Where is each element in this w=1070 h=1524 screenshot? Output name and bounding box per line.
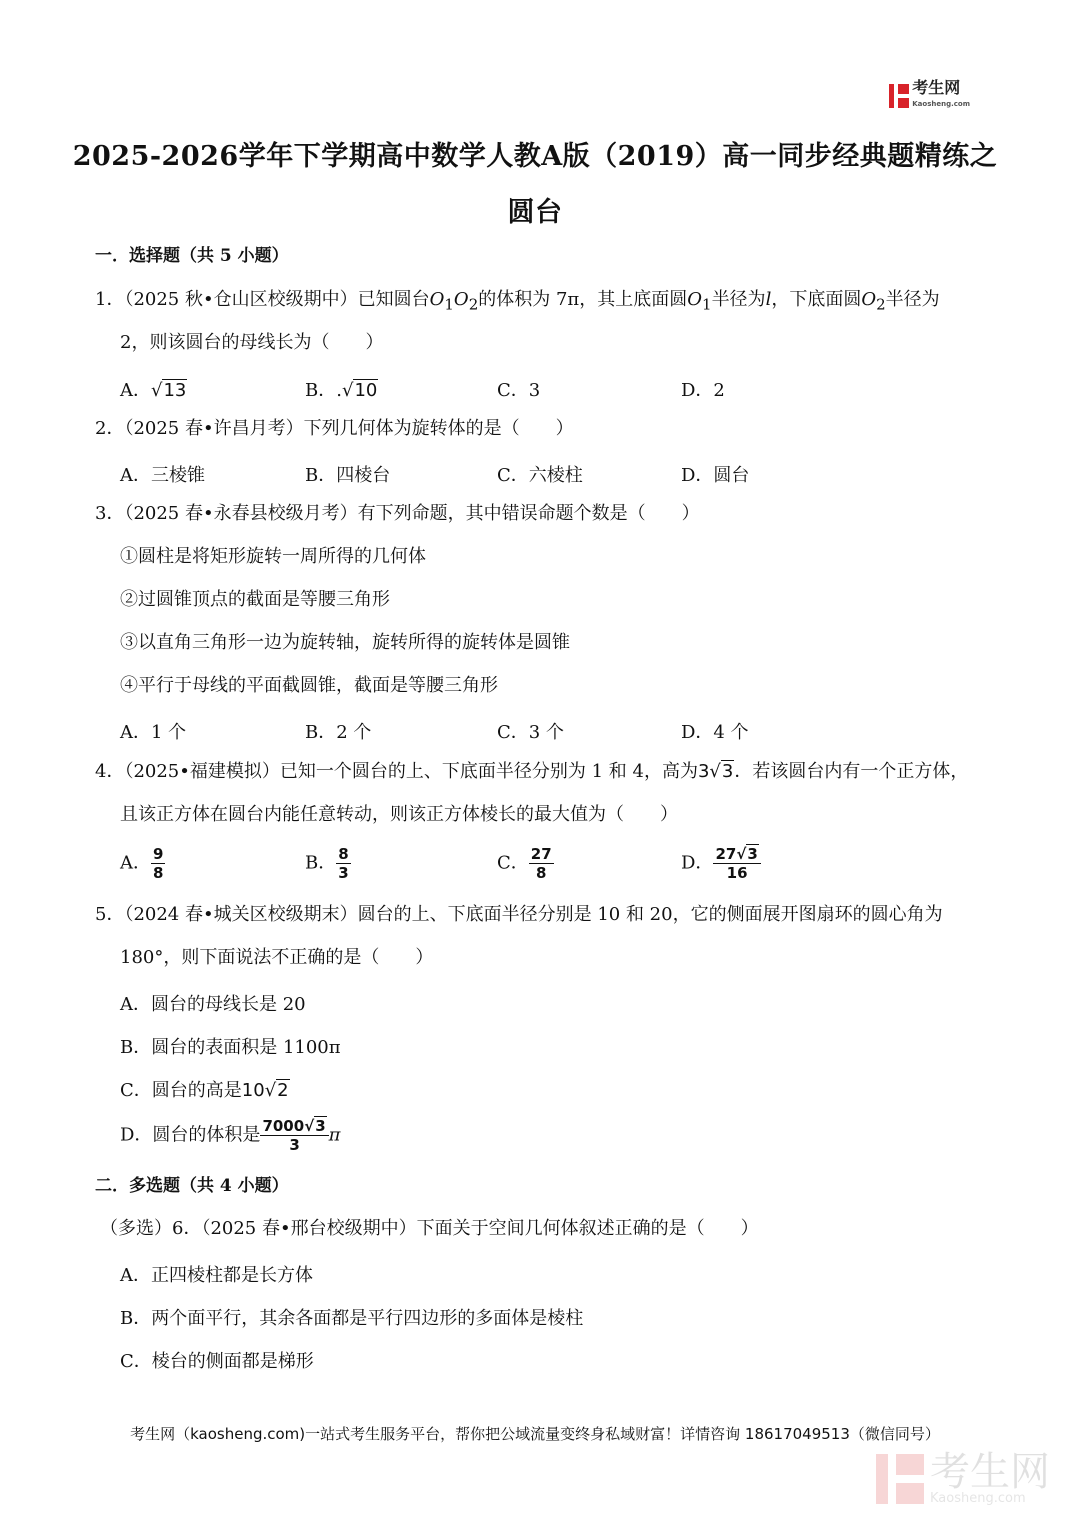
question-6-line1: （多选）6．（2025 春•邢台校级期中）下面关于空间几何体叙述正确的是（ ） (100, 1218, 759, 1239)
q1-option-d[interactable]: D．2 (681, 380, 725, 401)
q1-b-radicand: 10 (354, 380, 378, 401)
q4-d-num-coef: 27 (715, 845, 737, 863)
q5-d-fraction (260, 1117, 328, 1154)
q4-a-num: 9 (153, 845, 164, 863)
q3-statement-3: ③以直角三角形一边为旋转轴，旋转所得的旋转体是圆锥 (120, 632, 570, 653)
q3-option-b[interactable]: B．2 个 (305, 722, 372, 743)
q3-statement-2: ②过圆锥顶点的截面是等腰三角形 (120, 589, 390, 610)
q5-d-num-radicand: 3 (315, 1117, 326, 1135)
q4-b-fraction (336, 845, 350, 882)
logo-text: 考生网 (912, 78, 961, 97)
q4-b-den: 3 (338, 864, 349, 882)
q1-option-c[interactable]: C．3 (497, 380, 541, 401)
question-1-line1 (95, 289, 940, 316)
q4-text-a: 4．（2025•福建模拟）已知一个圆台的上、下底面半径分别为 1 和 4，高为 (95, 761, 698, 782)
q1-l: l (765, 289, 772, 310)
q4-a-label: A． (120, 852, 151, 874)
q5-d-den: 3 (289, 1136, 300, 1154)
q3-option-a[interactable]: A．1 个 (120, 722, 187, 743)
watermark-icon (876, 1454, 924, 1504)
q5-option-c[interactable]: C．圆台的高是10√2 (120, 1080, 289, 1101)
q4-a-fraction (151, 845, 165, 882)
section-heading-multi: 二．多选题（共 4 小题） (95, 1176, 289, 1196)
q5-option-b[interactable]: B．圆台的表面积是 1100π (120, 1037, 341, 1058)
q6-option-a[interactable]: A．正四棱柱都是长方体 (120, 1265, 313, 1286)
q1-o1: O (429, 289, 445, 310)
q1-o2: O (453, 289, 469, 310)
question-5-line1: 5．（2024 春•城关区校级期末）圆台的上、下底面半径分别是 10 和 20，它的侧面展开图扇环的圆心角为 (95, 904, 943, 925)
q4-b-label: B． (305, 852, 337, 874)
q1-o3: O (687, 289, 703, 310)
site-logo (889, 80, 970, 112)
q4-b-num: 8 (338, 845, 349, 863)
watermark-text: 考生网 (930, 1449, 1050, 1495)
q6-option-c[interactable]: C．棱台的侧面都是梯形 (120, 1351, 314, 1372)
q1-text-d: ，下底面圆 (771, 289, 862, 310)
q1-a-label: A． (120, 380, 151, 401)
logo-icon (889, 84, 909, 108)
q2-option-b[interactable]: B．四棱台 (305, 465, 391, 486)
question-5-line2: 180°，则下面说法不正确的是（ ） (120, 947, 434, 968)
q4-d-num-radicand: 3 (747, 845, 758, 863)
q4-text-b: ．若该圆台内有一个正方体， (734, 761, 969, 782)
watermark-subtext: Kaosheng.com (930, 1491, 1026, 1506)
q3-statement-1: ①圆柱是将矩形旋转一周所得的几何体 (120, 546, 426, 567)
q1-o3-sub: 1 (702, 295, 712, 314)
q6-option-b[interactable]: B．两个面平行，其余各面都是平行四边形的多面体是棱柱 (120, 1308, 584, 1329)
q5-c-radicand: 2 (277, 1080, 289, 1101)
q5-option-a[interactable]: A．圆台的母线长是 20 (120, 994, 306, 1015)
q5-d-num-coef: 7000 (262, 1117, 305, 1135)
q4-option-a[interactable] (120, 845, 165, 882)
q1-text-c: 半径为 (711, 289, 766, 310)
q4-d-den: 16 (726, 864, 748, 882)
q1-text-a: 1．（2025 秋•仓山区校级期中）已知圆台 (95, 289, 430, 310)
q5-d-pi: π (328, 1124, 341, 1146)
q5-d-text: D．圆台的体积是 (120, 1124, 261, 1146)
q4-c-num: 27 (530, 845, 552, 863)
q2-option-d[interactable]: D．圆台 (681, 465, 750, 486)
q5-c-text: C．圆台的高是 (120, 1080, 242, 1101)
q5-c-coef: 10 (241, 1080, 265, 1101)
q4-c-fraction (529, 845, 554, 882)
q5-d-num: 7000√3 (260, 1117, 328, 1136)
footer-text: 考生网（kaosheng.com)一站式考生服务平台，帮你把公域流量变终身私域财富！详情咨询 18617049513（微信同号） (130, 1425, 940, 1443)
q1-text-b: 的体积为 7π，其上底面圆 (478, 289, 688, 310)
q4-option-b[interactable] (305, 845, 351, 882)
question-4-line1: 4．（2025•福建模拟）已知一个圆台的上、下底面半径分别为 1 和 4，高为3√3．若该圆台内有一个正方体， (95, 761, 969, 782)
q4-d-label: D． (681, 852, 714, 874)
q4-option-c[interactable] (497, 845, 554, 882)
q1-o1-sub: 1 (444, 295, 454, 314)
q4-a-den: 8 (153, 864, 164, 882)
q1-o4: O (861, 289, 877, 310)
logo-subtext: Kaosheng.com (912, 100, 970, 108)
q1-option-b[interactable]: B．.√10 (305, 380, 378, 401)
q3-statement-4: ④平行于母线的平面截圆锥，截面是等腰三角形 (120, 675, 498, 696)
question-2-line1: 2．（2025 春•许昌月考）下列几何体为旋转体的是（ ） (95, 418, 574, 439)
q4-height-radicand: 3 (721, 761, 734, 782)
question-4-line2: 且该正方体在圆台内能任意转动，则该正方体棱长的最大值为（ ） (120, 804, 678, 825)
q4-c-den: 8 (536, 864, 547, 882)
q2-option-a[interactable]: A．三棱锥 (120, 465, 205, 486)
q3-option-c[interactable]: C．3 个 (497, 722, 564, 743)
q4-c-label: C． (497, 852, 529, 874)
q1-o2-sub: 2 (468, 295, 479, 314)
q1-o4-sub: 2 (876, 295, 886, 314)
page-title-line2: 圆台 (507, 197, 563, 228)
q1-a-radicand: 13 (163, 380, 187, 401)
watermark-logo (876, 1449, 1050, 1506)
question-3-line1: 3．（2025 春•永春县校级月考）有下列命题，其中错误命题个数是（ ） (95, 503, 700, 524)
q4-height-coef: 3 (697, 761, 710, 782)
section-heading-choice: 一．选择题（共 5 小题） (95, 246, 289, 266)
q4-d-num: 27√3 (713, 845, 760, 864)
page-title-line1: 2025-2026学年下学期高中数学人教A版（2019）高一同步经典题精练之 (72, 141, 998, 172)
q1-text-e: 半径为 (885, 289, 940, 310)
q1-b-label: B．. (305, 380, 342, 401)
q5-option-d[interactable] (120, 1117, 340, 1154)
q4-option-d[interactable] (681, 845, 761, 882)
q2-option-c[interactable]: C．六棱柱 (497, 465, 583, 486)
q3-option-d[interactable]: D．4 个 (681, 722, 749, 743)
q4-d-fraction (713, 845, 760, 882)
q1-option-a[interactable]: A．√13 (120, 380, 187, 401)
question-1-line2: 2，则该圆台的母线长为（ ） (120, 332, 384, 353)
